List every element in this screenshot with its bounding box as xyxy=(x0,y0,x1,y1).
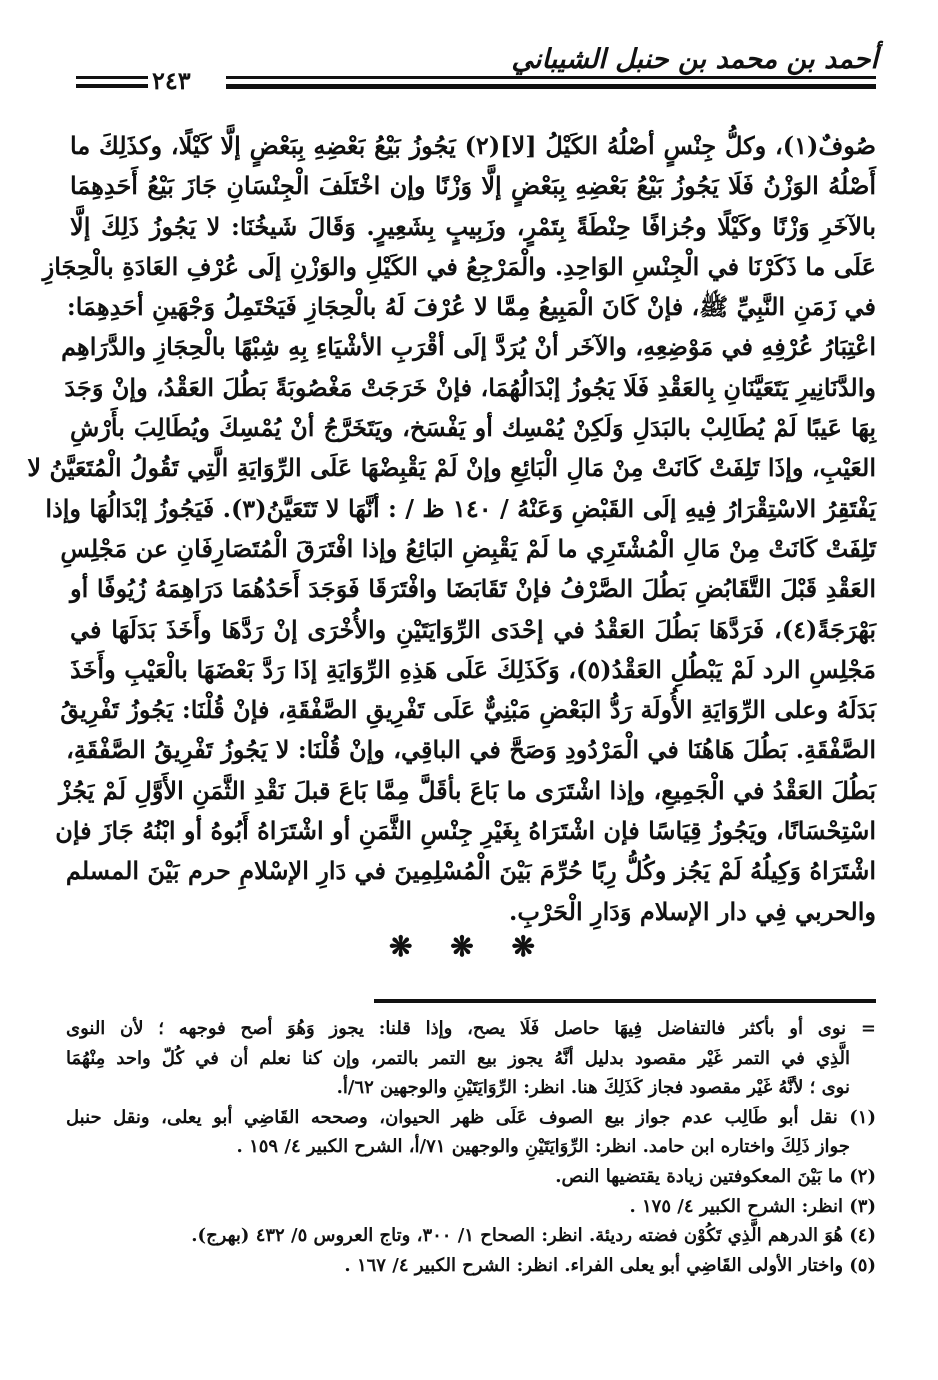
text-line: بِهَا عَيبًا لَمْ يُطَالِبْ بالبَدَلِ وَلَكِنْ يُمْسِك أو يَفْسَخ، ويَتَخَرَّجُ أنْ يُمْسِكَ ويُطَالِبَ بأَرْشِ xyxy=(70,413,877,443)
text-line: صُوفٌ(١)، وكلُّ جِنْسٍ أصْلُهُ الكَيْلُ [لا](٢) يَجُوزُ بَيْعُ بَعْضِهِ بِبَعْضٍ إلَّا كَيْلًا، وكذَلِكَ ما xyxy=(70,131,876,160)
header-rule-left-bottom xyxy=(76,84,148,88)
text-line: والدَّنَانِيرِ يَتَعَيَّنَانِ بِالعَقْدِ فَلَا يَجُوزُ إبْدَالُهُمَا، فإنْ خَرَجَتْ مَغْصُوبَةً بَطُلَ العَقْدُ، وإنْ وَجَدَ xyxy=(64,372,876,402)
text-line: تَلِفَتْ كَانَتْ مِنْ مَالِ الْمُشْتَرِي ما لَمْ يَقْبِضِ البَائِعُ وإذا افْتَرَقَ الْمُتَصَارِفَانِ عن مَجْلِسِ xyxy=(60,533,876,563)
text-line: بالآخَرِ وَزْنًا وكَيْلًا وجُزافًا حِنْطَةً بِتَمْرٍ، وزَبِيبٍ بِشَعِيرٍ. وَقَالَ شَيخُنَا: لا يَجُوزُ ذَلِكَ إلَّا xyxy=(70,211,876,241)
section-separator: ❋ ❋ ❋ xyxy=(389,930,549,963)
footnote-line: الَّذِي في التمر غَيْر مقصود بدليل أنَّهُ يجوز بيع التمر بالتمر، وإن كنا نعلم أن في كُلّ واحد مِنْهُمَا xyxy=(66,1047,850,1069)
footnote-line: جواز ذَلِكَ واختاره ابن حامد. انظر: الرِّوَايَتَيْنِ والوجهين ٧١/أ، الشرح الكبير ٤/ ١٥٩ . xyxy=(236,1136,850,1158)
footnote-line: نوى ؛ لأنَّهُ غَيْر مقصود فجاز كَذَلِكَ هنا. انظر: الرِّوَايَتَيْنِ والوجهين ٦٢/أ. xyxy=(336,1077,850,1099)
text-line: اعْتِبَارُ عُرْفِهِ في مَوْضِعِهِ، والآخَر أنْ يُرَدَّ إلَى أقْرَبِ الأشْيَاءِ بِهِ شِبْهًا بالْحِجَازِ والدَّرَاهِم xyxy=(61,332,876,362)
text-line: الصَّفْقَةِ. بَطُلَ هَاهُنَا في الْمَرْدُودِ وَصَحَّ في الباقِي، وإنْ قُلْنَا: لا يَجُوزُ تَفْرِيقُ الصَّفْقَةِ، xyxy=(66,735,876,765)
header-rule-left-top xyxy=(76,76,148,79)
text-line: في زَمَنِ النَّبِيِّ ﷺ، فإنْ كَانَ الْمَبِيعُ مِمَّا لا عُرْفَ لَهُ بالْحِجَازِ فَيَحْتَمِلُ وَجْهَينِ أحَدِهِمَا: xyxy=(66,292,876,322)
text-line: بَطُلَ العَقْدُ في الْجَمِيعِ، وإذا اشْتَرَى ما بَاعَ بأقَلَّ مِمَّا بَاعَ قبلَ نَقْدِ الثَّمَنِ الأَوَّلِ لَمْ يَجُزْ xyxy=(58,775,876,805)
running-title: أحمد بن محمد بن حنبل الشيباني xyxy=(511,44,878,75)
text-line: العَيْبِ، وإذَا تَلِفَتْ كَانَتْ مِنْ مَالِ الْبَائِعِ وإنْ لَمْ يَقْبِضْهَا عَلَى الرِّوَايَةِ الَّتِي تَقُولُ الْمُتَعَيَّنُ لا xyxy=(27,453,876,483)
footnote-line: (٥) واختار الأولى القَاضِي أبو يعلى الفراء. انظر: الشرح الكبير ٤/ ١٦٧ . xyxy=(344,1254,876,1276)
footnotes xyxy=(66,1014,876,1280)
footnote-rule xyxy=(374,999,876,1003)
text-line: العَقْدِ قَبْلَ التَّقَابُضِ بَطُلَ الصَّرْفُ فإنْ تَقَابَضَا وافْتَرَقَا فَوَجَدَ أَحَدُهُمَا دَرَاهِمَهُ زُيُوفًا أو xyxy=(70,574,876,604)
text-line: يَفْتَقِرُ الاسْتِقْرَارُ فِيهِ إلَى القَبْضِ وَعَنْهُ / ١٤٠ ظ / : أنَّهَا لا تَتَعَيَّنُ(٣). فَيَجُوزُ إبْدَالُهَا وإذا xyxy=(45,493,876,523)
text-line: اشْتَرَاهُ وَكِيلُهُ لَمْ يَجُز وكُلُّ رِبًا حُرِّمَ بَيْنَ الْمُسْلِمِينَ في دَارِ الإسْلامِ حرم بَيْنَ المسلم xyxy=(65,856,876,886)
text-line: بَهْرَجَةً(٤)، فَرَدَّهَا بَطُلَ العَقْدُ في إحْدَى الرِّوَايَتَيْنِ والأُخْرَى إنْ رَدَّهَا وأَخَذَ بَدَلَهَا في xyxy=(70,614,876,644)
text-line: والحربي فِي دار الإسلام وَدَارِ الْحَرْبِ. xyxy=(508,896,876,926)
footnote-line: = نوى أو بأكثر فالتفاضل فِيهَا حاصل فَلَا يصح، وإذا قلنا: يجوز وَهُوَ أصح فوجهه ؛ لأن النوى xyxy=(66,1018,876,1039)
text-line: عَلَى ما ذَكَرْنَا في الْجِنْسِ الوَاحِدِ. والْمَرْجِعُ في الكَيْلِ والوَزْنِ إلَى عُرْفِ العَادَةِ بالْحِجَازِ xyxy=(42,251,876,281)
text-line: مَجْلِسِ الرد لَمْ يَبْطُلِ العَقْدُ(٥)، وَكَذَلِكَ عَلَى هَذِهِ الرِّوَايَةِ إذَا رَدَّ بَعْضَهَا بالْعَيْبِ وأَخَذَ xyxy=(70,654,876,684)
page-number: ٢٤٣ xyxy=(152,66,191,95)
text-line: اسْتِحْسَانًا، ويَجُوزُ قِيَاسًا فإن اشْتَرَاهُ بِغَيْرِ جِنْسِ الثَّمَنِ أو اشْتَرَاهُ أَبُوهُ أو ابْنُهُ جَازَ فإن xyxy=(55,816,876,846)
header-rule-right-bottom xyxy=(226,84,876,89)
footnote-line: (٢) ما بَيْنَ المعكوفتين زيادة يقتضيها النص. xyxy=(555,1165,876,1187)
footnote-line: (٤) هُوَ الدرهم الَّذِي تَكُوْن فضته رديئة. انظر: الصحاح ١/ ٣٠٠، وتاج العروس ٥/ ٤٣٢ (بهرج). xyxy=(191,1225,876,1247)
text-line: أَصْلُهُ الوَزْنُ فَلَا يَجُوزُ بَيْعُ بَعْضِهِ بِبَعْضٍ إلَّا وَزْنًا وإن اخْتَلَفَ الْجِنْسَانِ جَازَ بَيْعُ أَحَدِهِمَا xyxy=(70,171,876,201)
footnote-line: (١) نقل أبو طَالِب عدم جواز بيع الصوف عَلَى ظهر الحيوان، وصححه القَاضِي أبو يعلى، ونقل حنبل xyxy=(66,1106,876,1128)
footnote-line: (٣) انظر: الشرح الكبير ٤/ ١٧٥ . xyxy=(629,1195,876,1217)
text-line: بَدَلَهُ وعلى الرِّوَايَةِ الأُولَة رَدُّ البَعْضِ مَبْنِيٌّ عَلَى تَفْرِيقِ الصَّفْقَةِ، فإنْ قُلْنَا: يَجُوزُ تَفْرِيقُ xyxy=(60,695,876,725)
header-rule-right-top xyxy=(226,76,876,79)
main-text xyxy=(27,126,877,932)
